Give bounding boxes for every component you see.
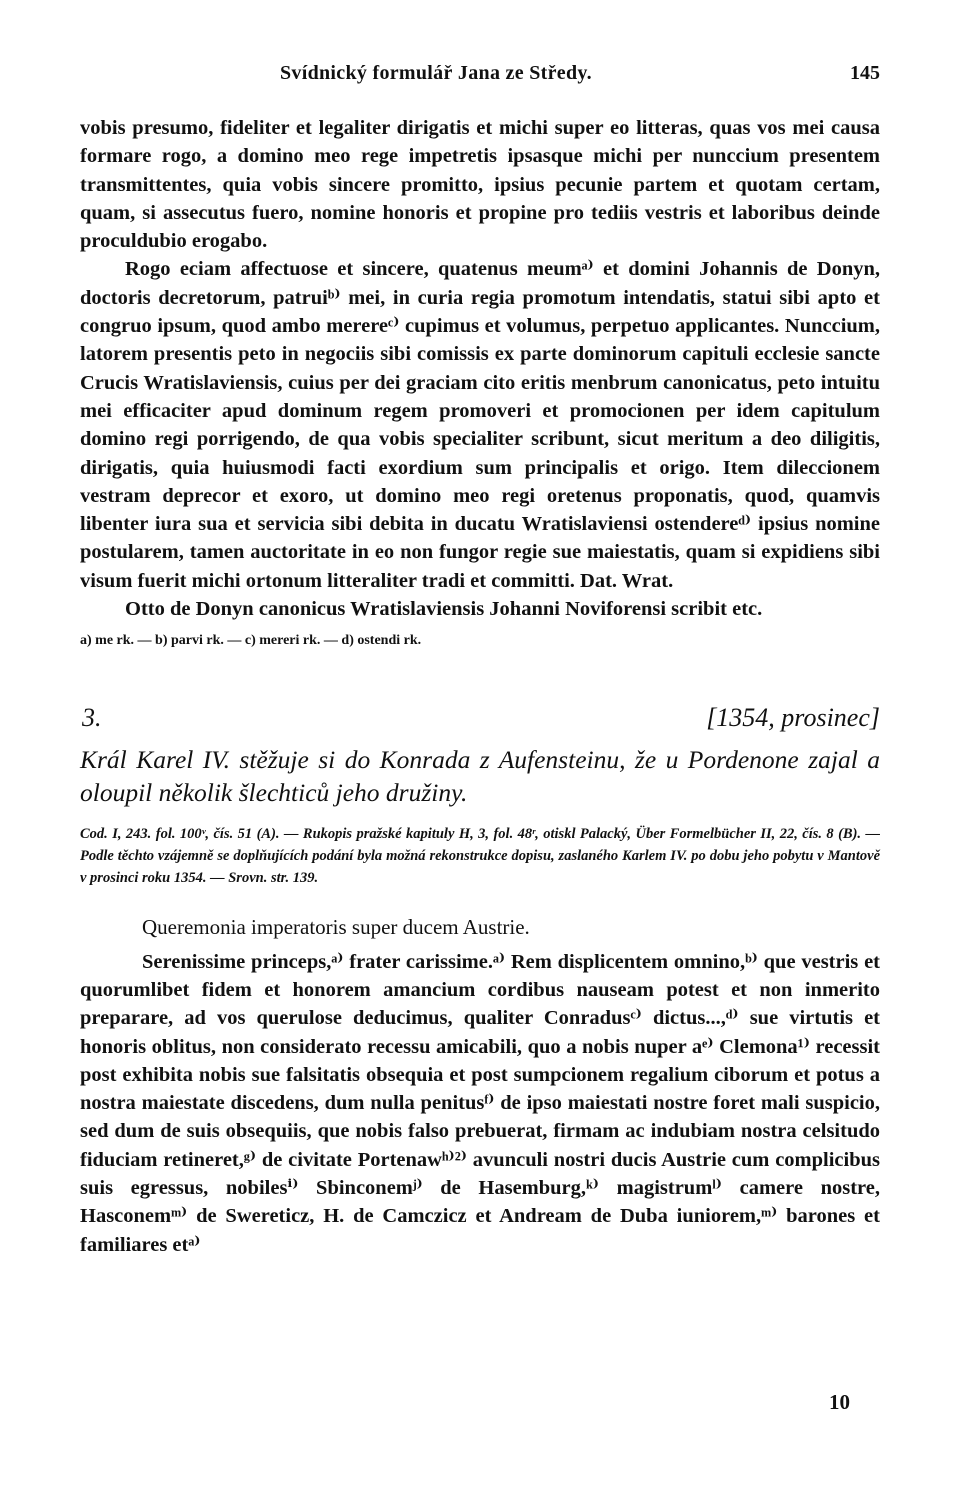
document-heading <box>80 703 880 737</box>
document-paragraph: Serenissime princeps,ᵃ⁾ frater carissime.ᵃ⁾ Rem displicentem omnino,ᵇ⁾ que vestris et quorumlibet fidem et honorem amancium cordibus nauseam potest et non inmerito preparare, ad vos querulose deducimus, qualiter Conradusᶜ⁾ dictus...,ᵈ⁾ sue virtutis et honoris oblitus, non considerato recessu amicabili, quo a nobis nuper aᵉ⁾ Clemona¹⁾ recessit post exhibita nobis sue falsitatis obsequia et post sumpcionem regalium ciborum et potus a nostra maiestate discedens, dum nulla penitusᶠ⁾ de ipso maiestati nostre foret mali suspicio, sed dum de suis obsequiis, que nobis falso prebuerat, firmam ac indubiam nostra celsitudo fiduciam retineret,ᵍ⁾ de civitate Portenawʰ⁾²⁾ avunculi nostri ducis Austrie cum complicibus suis egressus, nobilesⁱ⁾ Sbinconemʲ⁾ de Hasemburg,ᵏ⁾ magistrumˡ⁾ camere nostre, Hasconemᵐ⁾ de Swereticz, H. de Camczicz et Andream de Duba iuniorem,ᵐ⁾ barones et familiares etᵃ⁾ <box>80 950 880 1256</box>
footnotes: a) me rk. — b) parvi rk. — c) mereri rk. — d) ostendi rk. <box>80 633 422 649</box>
document-summary: Král Karel IV. stěžuje si do Konrada z Aufensteinu, že u Pordenone zajal a oloupil několik šlechticů jeho družiny. <box>80 745 880 808</box>
letter-paragraph-2: Rogo eciam affectuose et sincere, quatenus meumᵃ⁾ et domini Johannis de Donyn, doctoris decretorum, patruiᵇ⁾ mei, in curia regia promotum intendatis, statui sibi apto et congruo ipsum, quod ambo merereᶜ⁾ cupimus et volumus, perpetuo applicantes. Nunccium, latorem presentis peto in negociis sibi comissis ex parte dominorum capituli ecclesie sancte Crucis Wratislaviensis, cuius per dei graciam cito eritis menbrum canonicatus, peto intuitu mei efficaciter apud dominum regem promoveri et promocionen per idem capitulum domino regi porrigendo, de qua vobis specialiter scribunt, sicut meritum a deo diligitis, dirigatis, quia huiusmodi facti exordium sum principalis et origo. Item dileccionem vestram deprecor et exoro, ut domino meo regi oretenus proponatis, quod, quamvis libenter iura sua et servicia sibi debita in ducatu Wratislaviensi ostendereᵈ⁾ ipsius nomine postularem, tamen auctoritate in eo non fungor regie sue maiestatis, quam si expidiens sibi visum fuerit michi ortonum litteraliter tradi et committi. Dat. Wrat. <box>80 258 880 592</box>
letter-paragraph-3: Otto de Donyn canonicus Wratislaviensis Johanni Noviforensi scribit etc. <box>125 598 763 621</box>
running-head <box>80 58 880 92</box>
letter-paragraph-1: vobis presumo, fideliter et legaliter dirigatis et michi super eo litteras, quas vos mei causa formare rogo, a domino meo rege impetretis ipsasque michi per nunccium presentem transmittentes, quia vobis sincere promitto, ipsius pecunie partem et quotam certam, quam, si assecutus fuero, nomine honoris et propine pro tediis vestris et laboribus deinde proculdubio erogabo. <box>80 117 880 253</box>
document-text <box>80 913 880 1259</box>
document-date: [1354, prosinec] <box>706 703 880 733</box>
running-title: Svídnický formulář Jana ze Středy. <box>280 62 592 84</box>
source-note: Cod. I, 243. fol. 100ᵛ, čís. 51 (A). — Rukopis pražské kapituly H, 3, fol. 48ʳ, otiskl Palacký, Über Formelbücher II, 22, čís. 8 (B). — Podle těchto vzájemně se doplňujících podání byla možná rekonstrukce dopisu, zaslaného Karlem IV. po dobu jeho pobytu v Mantově v prosinci roku 1354. — Srovn. str. 139. <box>80 826 880 887</box>
book-page <box>80 58 880 1259</box>
letter-text <box>80 114 880 623</box>
document-title-line: Queremonia imperatoris super ducem Austrie. <box>142 915 530 940</box>
page-number: 145 <box>850 62 880 84</box>
document-number: 3. <box>82 703 102 733</box>
signature-code: 10 <box>829 1390 850 1414</box>
